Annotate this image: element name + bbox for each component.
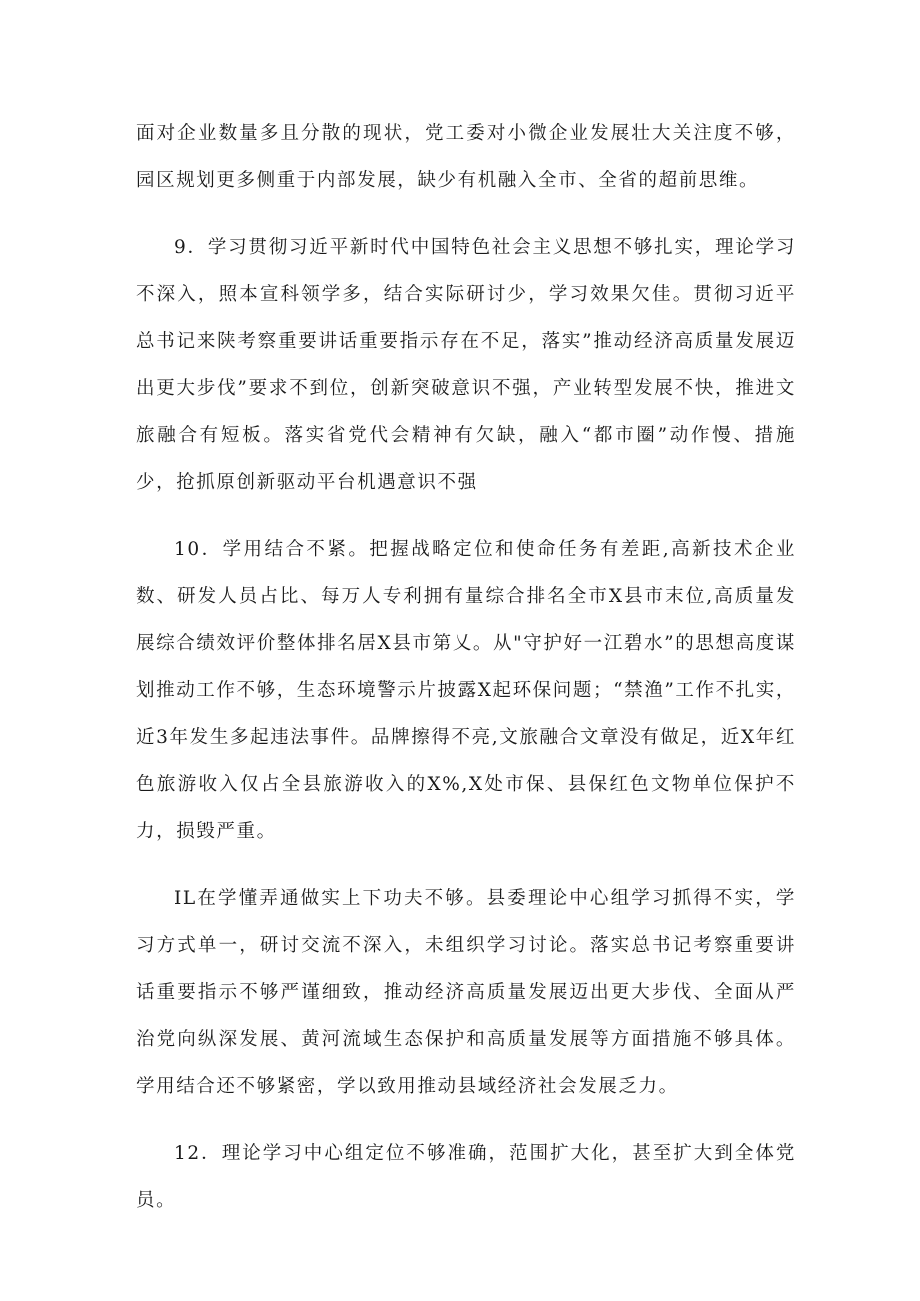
paragraph-item-12: 12．理论学习中心组定位不够准确，范围扩大化，甚至扩大到全体党员。: [136, 1143, 796, 1211]
paragraph-item-10: 10．学用结合不紧。把握战略定位和使命任务有差距,高新技术企业数、研发人员占比、每万人专利拥有量综合排名全市X县市末位,高质量发展综合绩效评价整体排名居X县市第乂。从"守护好一江碧水”的思想高度谋划推动工作不够，生态环境警示片披露X起环保问题；“禁渔”工作不扎实，近3年发生多起违法事件。品牌擦得不亮,文旅融合文章没有做足，近X年红色旅游收入仅占全县旅游收入的X%,X处市保、县保红色文物单位保护不力，损毁严重。: [136, 539, 796, 842]
document-body: [136, 110, 796, 1244]
paragraph-item-11: IL在学懂弄通做实上下功夫不够。县委理论中心组学习抓得不实，学习方式单一，研讨交流不深入，未组织学习讨论。落实总书记考察重要讲话重要指示不够严谨细致，推动经济高质量发展迈出更大步伐、全面从严治党向纵深发展、黄河流域生态保护和高质量发展等方面措施不够具体。学用结合还不够紧密，学以致用推动县域经济社会发展乏力。: [136, 888, 796, 1097]
paragraph-item-9: 9．学习贯彻习近平新时代中国特色社会主义思想不够扎实，理论学习不深入，照本宣科领学多，结合实际研讨少，学习效果欠佳。贯彻习近平总书记来陕考察重要讲话重要指示存在不足，落实”推动经济高质量发展迈出更大步伐”要求不到位，创新突破意识不强，产业转型发展不快，推进文旅融合有短板。落实省党代会精神有欠缺，融入“都市圈”动作慢、措施少，抢抓原创新驱动平台机遇意识不强: [136, 237, 796, 493]
paragraph-continuation: 面对企业数量多且分散的现状，党工委对小微企业发展壮大关注度不够，园区规划更多侧重于内部发展，缺少有机融入全市、全省的超前思维。: [136, 123, 796, 191]
